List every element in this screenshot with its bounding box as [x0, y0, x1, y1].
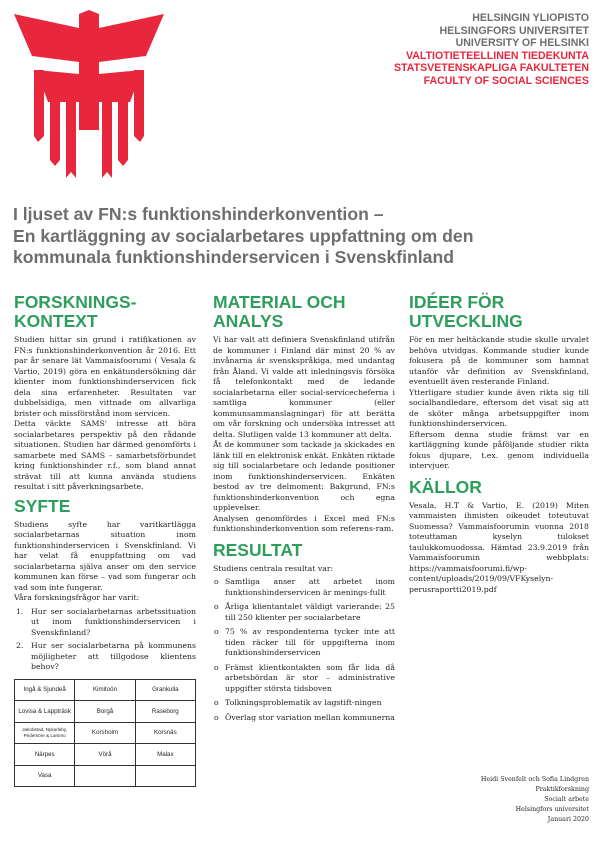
research-question: 2. Hur ser socialarbetarna på kommunens möjligheter att tillgodose klientens behov?: [16, 641, 196, 671]
paragraph: Vi har valt att definiera Svenskfinland utifrån de kommuner i Finland där minst 20 % av invånarna är svenskspråkiga, med undantag från Åland. Vi valde att inledningsvis försöka få telefonkontakt med de ledande socialarbetarna eller social-servicecheferna i samtliga kommuner (eller kommunsammanslagningar) för att berätta om vår forskning och undersöka intresset att delta. Slutligen valde 13 kommuner att delta.: [213, 335, 395, 439]
paragraph: Analysen genomfördes i Excel med FN:s funktionshinderkonvention som referens-ram.: [213, 513, 395, 533]
source-reference: Vesala, H.T & Vartio, E. (2019) Miten vammaisten ihmisten oikeudet toteutuvat Suomessa? Vammaisfoorumin vuonna 2018 toteuttaman kyselyn tulokset taulukkomuodossa. Hämtad 23.9.2019 från Vammaisfoorumin webbplats: https://vammaisfoorumi.fi/wp-content/uploads/2019/09/VFKyselyn-perusraportti2019.pdf: [409, 500, 589, 594]
table-cell: Lovisa & Lappträsk: [15, 701, 75, 723]
university-header: [394, 12, 589, 88]
heading-line: MATERIAL OCH: [213, 292, 346, 312]
university-name-en: UNIVERSITY OF HELSINKI: [455, 37, 589, 50]
heading-results: RESULTAT: [213, 539, 303, 560]
heading-material-analysis: [213, 293, 395, 331]
heading-line: ANALYS: [213, 311, 284, 331]
table-cell: Jakobstad, Nykarleby, Pedersöre & Larsmo: [15, 722, 75, 744]
table-cell: Grankulla: [135, 679, 195, 701]
column-research-context: [14, 293, 196, 787]
title-line: I ljuset av FN:s funktionshinderkonvention –: [13, 204, 384, 224]
heading-purpose: SYFTE: [14, 495, 71, 516]
credit-line: Socialt arbete: [544, 796, 589, 804]
title-line: kommunala funktionshinderservicen i Svenskfinland: [13, 247, 454, 267]
paragraph: Detta väckte SAMS' intresse att höra socialarbetares perspektiv på den rådande situationen. Studien har därmed genomförts i samarbete med SAMS - samarbetsförbundet kring funktionshinder r.f., som bland annat strävat till att kunna använda studiens resultat i sitt påverkningsarbete.: [14, 419, 196, 491]
table-row: [15, 701, 196, 723]
paragraph: Ytterligare studier kunde även rikta sig till socialhandledare, eftersom det visat sig att de sköter många arbetsuppgifter inom funktionshinderservicen.: [409, 387, 589, 428]
result-item: o Tolkningsproblematik av lagstift-ningen: [213, 698, 395, 709]
paragraph: Studien hittar sin grund i ratifikationen av FN:s funktionshinderkonvention år 2016. Ett par år senare lät Vammaisfoorumi ( Vesala & Vartio, 2019) göra en enkätundersökning där klienter inom funktionshinderservicen fick dela sina erfarenheter. Resultaten var dubbelsidiga, men vittnade om allvarliga brister och missförstånd inom servicen.: [14, 335, 196, 418]
table-cell: Raseborg: [135, 701, 195, 723]
university-of-helsinki-flame-logo: [14, 10, 164, 178]
paragraph: Studiens syfte har varitkartlägga socialarbetarnas situation inom funktionshinderservicen i Svenskfinland. Vi har velat få enuppfattning om vad socialarbetarna själva anser om den service kommunen kan förse – vad som fungerar och vad som inte fungerar.: [14, 519, 196, 592]
author-credits: [481, 775, 589, 825]
municipalities-table: [14, 679, 196, 788]
results-list: [213, 577, 395, 723]
paragraph: För en mer heltäckande studie skulle urvalet behöva utvidgas. Kommande studier kunde fokusera på de kommuner som hamnat utanför vår definition av Svenskfinland, eventuellt även resterande Finland.: [409, 335, 589, 386]
heading-line: IDÉER FÖR: [409, 292, 505, 312]
faculty-name-sv: STATSVETENSKAPLIGA FAKULTETEN: [393, 62, 589, 75]
heading-line: FORSKNINGS-: [14, 292, 137, 312]
faculty-name-fi: VALTIOTIETEELLINEN TIEDEKUNTA: [405, 49, 589, 62]
column-development-ideas: [409, 293, 589, 595]
heading-development-ideas: [409, 293, 589, 331]
result-item: o 75 % av respondenterna tycker inte att tiden räcker till för uppgifterna inom funktionshinderservicen: [213, 627, 395, 659]
result-item: o Överlag stor variation mellan kommunerna: [213, 713, 395, 724]
heading-research-context: [14, 293, 196, 331]
table-cell: Kimitoön: [75, 679, 135, 701]
table-cell: [75, 765, 135, 787]
university-name-fi: HELSINGIN YLIOPISTO: [472, 12, 589, 24]
credit-line: Praktikforskning: [535, 786, 589, 794]
faculty-name-en: FACULTY OF SOCIAL SCIENCES: [423, 74, 589, 87]
table-cell: Korsnäs: [135, 722, 195, 744]
credit-line: Helsingfors universitet: [515, 806, 589, 814]
table-cell: Närpes: [15, 744, 75, 766]
table-cell: Ingå & Sjundeå: [15, 679, 75, 701]
table-cell: Korsholm: [75, 722, 135, 744]
date: Januari 2020: [547, 816, 589, 824]
table-cell: Vörå: [75, 744, 135, 766]
table-cell: [135, 765, 195, 787]
title-line: En kartläggning av socialarbetares uppfattning om den: [13, 225, 474, 246]
paragraph: Studiens centrala resultat var:: [213, 563, 334, 573]
table-cell: Vasa: [15, 765, 75, 787]
university-name-sv: HELSINGFORS UNIVERSITET: [439, 24, 589, 37]
paragraph: Våra forskningsfrågor har varit:: [14, 593, 140, 602]
table-cell: Borgå: [75, 701, 135, 723]
result-item: o Samtliga anser att arbetet inom funktionshinderservicen är menings-fullt: [213, 577, 395, 598]
paragraph: Åt de kommuner som tackade ja skickades en länk till en elektronisk enkät. Enkäten riktade sig till socialarbetare och ledande positioner inom funktionshinderservicen. Enkäten bestod av tre delmoment: Bakgrund, FN:s funktionshinderkonvention och egna upplevelser.: [213, 440, 395, 512]
column-material-analysis: [213, 293, 395, 727]
result-item: o Främst klientkontakten som får lida då arbetsbördan är stor – administrative uppgifter största tidsboven: [213, 663, 395, 695]
result-item: o Årliga klientantalet väldigt varierande: 25 till 250 klienter per socialarbetare: [213, 602, 395, 623]
heading-line: KONTEXT: [14, 311, 98, 331]
table-row: [15, 744, 196, 766]
table-cell: Malax: [135, 744, 195, 766]
research-questions: [14, 607, 196, 673]
authors: Heidi Svenfelt och Sofia Lindgren: [480, 776, 589, 783]
paragraph: Eftersom denna studie främst var en kartläggning kunde påföljande studier rikta fokus djupare, t.ex. genom individuella intervjuer.: [409, 429, 589, 470]
research-question: 1. Hur ser socialarbetarnas arbetssituation ut inom funktionshinderservicen i Svenskfinland?: [16, 606, 196, 637]
table-row: [15, 722, 196, 744]
poster-title: [13, 204, 598, 269]
table-row: [15, 679, 196, 701]
heading-line: UTVECKLING: [409, 311, 523, 331]
table-row: [15, 765, 196, 787]
heading-sources: KÄLLOR: [409, 476, 482, 497]
